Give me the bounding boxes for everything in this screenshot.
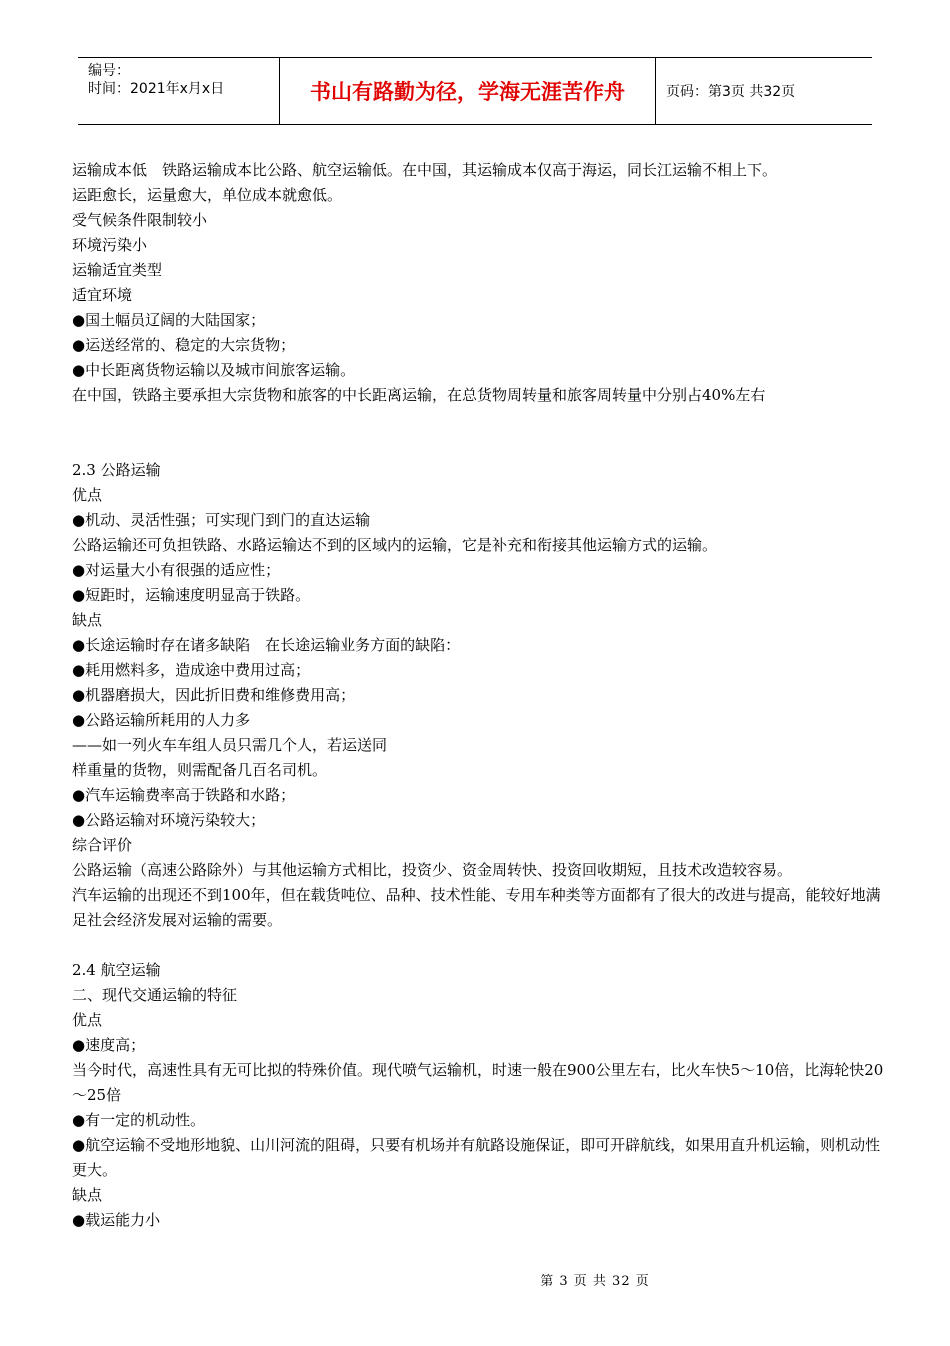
paragraph: 优点 [72,486,103,504]
paragraph: 当今时代，高速性具有无可比拟的特殊价值。现代喷气运输机，时速一般在900公里左右，比火车快5～10倍，比海轮快20～25倍 [72,1061,884,1104]
page-footer [0,1270,950,1289]
spacer [72,408,892,458]
bullet-item: ●耗用燃料多，造成途中费用过高； [72,661,311,679]
header-page-info: 页码：第3页 共32页 [666,84,796,100]
paragraph: 运输成本低 铁路运输成本比公路、航空运输低。在中国，其运输成本仅高于海运，同长江运输不相上下。 [72,161,778,179]
paragraph: 缺点 [72,1186,103,1204]
footer-page-number: 第 3 页 共 32 页 [540,1274,650,1289]
bullet-item: ●公路运输对环境污染较大； [72,811,266,829]
paragraph: 样重量的货物，则需配备几百名司机。 [72,761,328,779]
paragraph: 缺点 [72,611,103,629]
page-header [78,57,872,125]
bullet-item: ●短距时，运输速度明显高于铁路。 [72,586,311,604]
document-time: 时间：2021年x月x日 [88,81,225,97]
bullet-item: ●航空运输不受地形地貌、山川河流的阻碍，只要有机场并有航路设施保证，即可开辟航线，如果用直升机运输，则机动性更大。 [72,1136,881,1179]
bullet-item: ●载运能力小 [72,1211,161,1229]
paragraph: 适宜环境 [72,286,133,304]
document-body [72,158,892,1233]
paragraph: 二、现代交通运输的特征 [72,986,238,1004]
bullet-item: ●对运量大小有很强的适应性； [72,561,281,579]
paragraph: 受气候条件限制较小 [72,211,208,229]
paragraph: 公路运输还可负担铁路、水路运输达不到的区域内的运输，它是补充和衔接其他运输方式的运输。 [72,536,718,554]
bullet-item: ●长途运输时存在诸多缺陷 在长途运输业务方面的缺陷： [72,636,461,654]
bullet-item: ●速度高； [72,1036,146,1054]
header-motto: 书山有路勤为径，学海无涯苦作舟 [280,58,656,124]
paragraph: 运距愈长，运量愈大，单位成本就愈低。 [72,186,343,204]
paragraph: 在中国，铁路主要承担大宗货物和旅客的中长距离运输，在总货物周转量和旅客周转量中分别占40%左右 [72,386,766,404]
document-number: 编号： [88,63,130,79]
header-meta [78,58,280,124]
paragraph: 公路运输（高速公路除外）与其他运输方式相比，投资少、资金周转快、投资回收期短，且技术改造较容易。 [72,861,793,879]
paragraph: 优点 [72,1011,103,1029]
paragraph: 运输适宜类型 [72,261,163,279]
bullet-item: ●运送经常的、稳定的大宗货物； [72,336,296,354]
bullet-item: ●中长距离货物运输以及城市间旅客运输。 [72,361,356,379]
bullet-item: ●公路运输所耗用的人力多 [72,711,251,729]
bullet-item: ●机动、灵活性强；可实现门到门的直达运输 [72,511,371,529]
paragraph: ——如一列火车车组人员只需几个人，若运送同 [72,736,388,754]
section-heading-air: 2.4 航空运输 [72,961,161,979]
section-heading-road: 2.3 公路运输 [72,461,161,479]
paragraph: 综合评价 [72,836,133,854]
spacer [72,933,892,958]
bullet-item: ●机器磨损大，因此折旧费和维修费用高； [72,686,356,704]
bullet-item: ●汽车运输费率高于铁路和水路； [72,786,296,804]
paragraph: 环境污染小 [72,236,148,254]
bullet-item: ●有一定的机动性。 [72,1111,206,1129]
paragraph: 汽车运输的出现还不到100年，但在载货吨位、品种、技术性能、专用车种类等方面都有了很大的改进与提高，能较好地满足社会经济发展对运输的需要。 [72,886,881,929]
bullet-item: ●国土幅员辽阔的大陆国家； [72,311,266,329]
